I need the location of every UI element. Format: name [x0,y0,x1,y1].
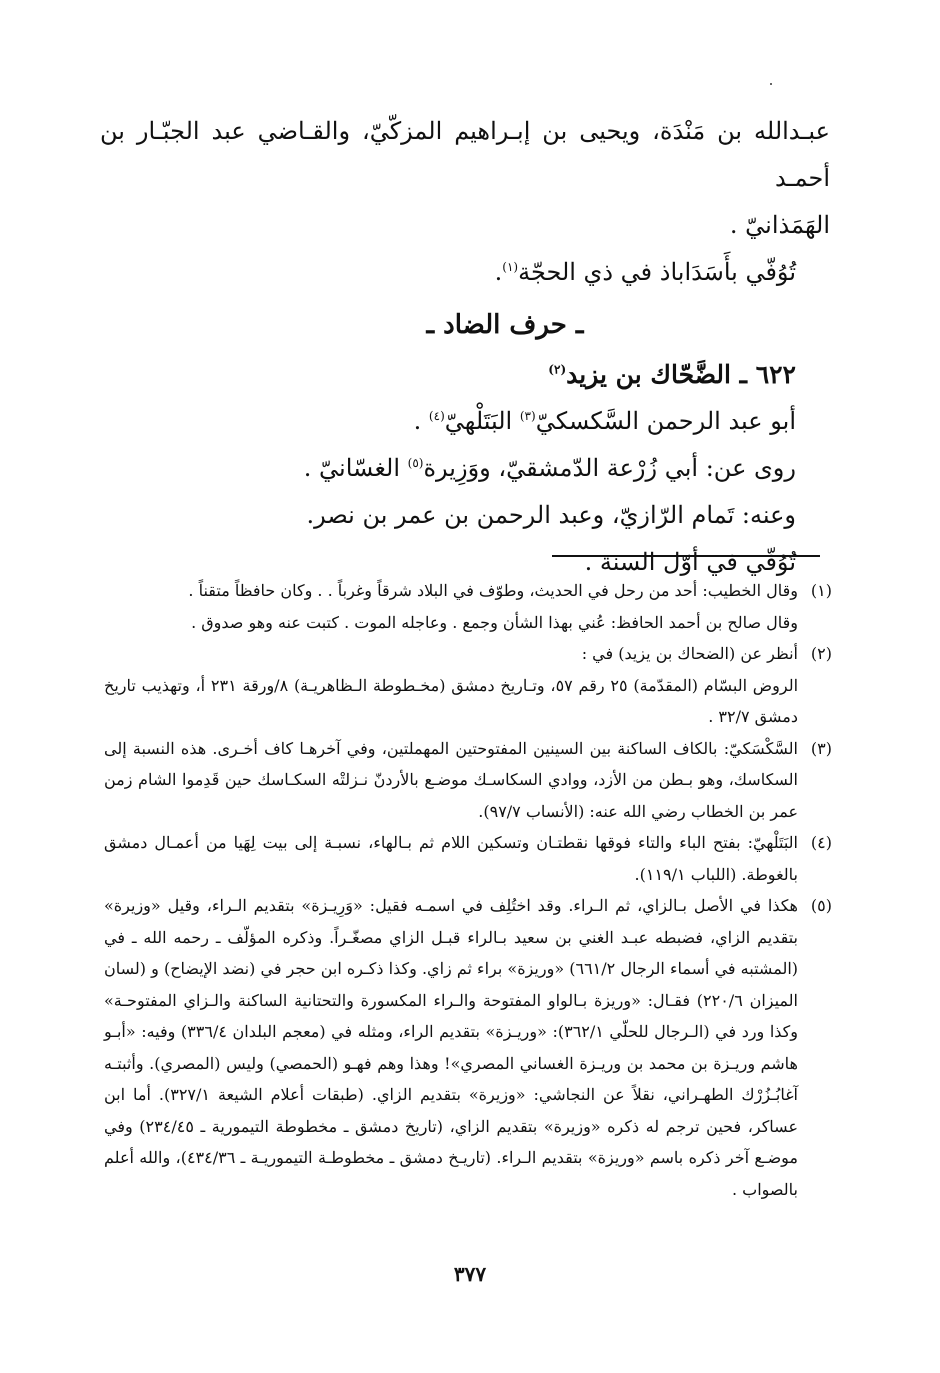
footnote-ref: (٥) [407,456,424,470]
text-line: عبـدالله بن مَنْدَة، ويحيى بن إبـراهيم المزكّيّ، والقـاضي عبد الجبّـار بن أحمـد [100,117,830,192]
footnote-body [104,638,798,733]
speck [770,83,772,85]
death-note-line: تُوُفّي بأَسَدَاباذ في ذي الحجّة$^{(١)}$. [494,258,796,286]
footnote-number: (٤) [810,833,832,852]
footnote-text: أنظر عن (الضحاك بن يزيد) في : [581,644,798,663]
footnote-body [104,890,798,1205]
footnote-number: (١) [810,581,832,600]
footnote-separator [552,555,820,557]
footnote [104,575,832,638]
footnote-text: الروض البسّام (المقدّمة) ٢٥ رقم ٥٧، وتـاريخ دمشق (مخـطوطة الـظاهريـة) ٨/ورقة ٢٣١ أ، وتهذيب تاريخ دمشق ٣٢/٧ . [104,675,799,726]
entry-kunya: أبو عبد الرحمن السَّكسكيّ$^{(٣)}$ البَتَلْهيّ$^{(٤)}$ . [413,407,796,435]
footnote-body [104,827,798,890]
footnote-text: وقال صالح بن أحمد الحافظ: عُني بهذا الشأن وجمع . وعاجله الموت . كتبت عنه وهو صدوق . [191,612,798,632]
footnote-text: وقال الخطيب: أحد من رحل في الحديث، وطوّف في البلاد شرقاً وغرباً . . وكان حافظاً متقناً . [188,581,798,600]
footnote-body [104,733,798,828]
section-heading: ـ حرف الضاد ـ [426,310,584,340]
footnote [104,733,832,828]
footnotes [104,575,832,1205]
page-number: ٣٧٧ [453,1262,487,1286]
footnote-number: (٢) [810,644,832,663]
footnote-number: (٥) [810,896,832,915]
entry-death: تُوُفّي في أوّل السنة . [584,548,796,576]
footnote-ref: (٤) [428,409,445,423]
entry-title: ٦٢٢ ـ الضَّحّاك بن يزيد$^{(٢)}$ [548,360,796,389]
footnote-ref: (٣) [519,409,536,423]
footnote [104,638,832,733]
footnote-ref: (١) [502,260,519,274]
main-text [100,108,830,586]
footnote-number: (٣) [810,738,832,758]
footnote-body [104,575,798,638]
footnote [104,827,832,890]
footnote-text: هكذا في الأصل بـالزاي، ثم الـراء. وقد اختُلِف في اسمـه فقيل: «وَرِيـزة» بتقديم الـراء، وقيل «وزيرة» بتقديم الزاي، فضبطه عبـد الغني بن سعيد بـالراء قبـل الزاي مصغّـراً. وذكره المؤلّف ـ رحمه الله ـ في (المشتبه في أسماء الرجال ٦٦١/٢) «وريزة» براء ثم زاي. وكذا ذكـره ابن حجر في (نضد الإيضاح) و (لسان الميزان ٢٢٠/٦) فقـال: «وريزة بـالواو المفتوحة والـراء المكسورة والتحتانية الساكنة والـزاي المفتوحـة» وكذا ورد في (الـرجال للحلّي ٣٦٢/١): «وريـزة» بتقديم الراء، ومثله في (معجم البلدان ٣٣٦/٤) وفيه: «أبـو هاشم وريـزة بن محمد بن وريـزة الغساني المصري»! وهذا وهم فهـو (الحمصي) وليس (المصري). وأثبتـه آغابُـزُرْك الطهـراني، نقلاً عن النجاشي: «وزيرة» بتقديم الزاي. (طبقات أعلام الشيعة ٣٢٧/١). أما ابن عساكر، فحين ترجم له ذكره «وزيرة» بتقديم الزاي، (تاريخ دمشق ـ مخطوطة التيمورية ـ ٢٣٤/٤٥) وفي موضـع آخر ذكره باسم «وريزة» بتقديم الـراء. (تاريـخ دمشق ـ مخطوطـة التيموريـة ـ ٤٣٤/٣٦)، والله أعلم بالصواب . [104,896,799,1199]
footnote-text: السَّكْسَكيّ: بالكاف الساكنة بين السينين المفتوحتين المهملتين، وفي آخرهـا كاف أخـرى. هذه النسبة إلى السكاسك، وهو بـطن من الأزد، ووادي السكاسـك موضـع بالأردنّ نـزلتْه السكـاسك حين قَدِموا الشام زمن عمر بن الخطاب رضي الله عنه: (الأنساب ٩٧/٧). [104,738,798,821]
entry-students: وعنه: تَمام الرّازيّ، وعبد الرحمن بن عمر بن نصر. [306,501,796,529]
entry-narrated-from: روى عن: أبي زُرْعة الدّمشقيّ، ووَزِيرة$^{(٥)}$ الغسّانيّ . [303,454,796,482]
footnote-ref: (٢) [548,362,567,377]
text-line: الهَمَذانيّ . [729,211,830,239]
footnote [104,890,832,1205]
footnote-text: البَتَلْهيّ: بفتح الباء والتاء فوقها نقطتـان وتسكين اللام ثم بـالهاء، نسبـة إلى بيت لِهَيا من أعمـال دمشق بالغوطة. (اللباب ١١٩/١). [104,833,798,884]
